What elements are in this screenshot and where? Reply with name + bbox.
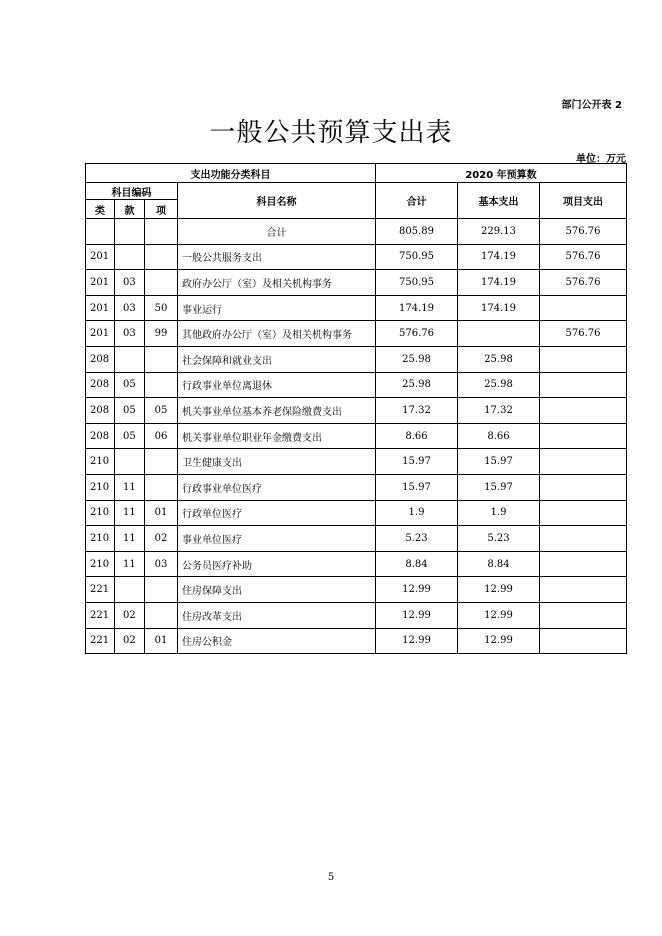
header-basic-expenditure: 基本支出 (458, 183, 540, 219)
cell-total: 15.97 (376, 449, 458, 475)
cell-total: 8.66 (376, 423, 458, 449)
cell-basic: 12.99 (458, 602, 540, 628)
cell-xiang: 01 (145, 628, 178, 654)
cell-kuan: 05 (115, 398, 145, 424)
cell-kuan: 03 (115, 270, 145, 296)
cell-project (540, 372, 627, 398)
cell-kuan: 05 (115, 372, 145, 398)
table-row (86, 295, 627, 321)
table-row (86, 500, 627, 526)
cell-kuan (115, 577, 145, 603)
cell-kuan: 11 (115, 551, 145, 577)
cell-basic: 8.84 (458, 551, 540, 577)
cell-total: 8.84 (376, 551, 458, 577)
cell-xiang: 50 (145, 295, 178, 321)
cell-subject-name: 社会保障和就业支出 (178, 346, 376, 372)
cell-basic: 15.97 (458, 474, 540, 500)
cell-total: 5.23 (376, 526, 458, 552)
cell-xiang (145, 372, 178, 398)
cell-kuan: 03 (115, 295, 145, 321)
table-row (86, 628, 627, 654)
cell-lei: 201 (86, 244, 115, 270)
cell-lei: 221 (86, 602, 115, 628)
cell-total: 1.9 (376, 500, 458, 526)
table-row (86, 577, 627, 603)
cell-xiang: 05 (145, 398, 178, 424)
cell-subject-name: 公务员医疗补助 (178, 551, 376, 577)
cell-lei: 210 (86, 526, 115, 552)
cell-total: 750.95 (376, 244, 458, 270)
cell-subject-name: 机关事业单位基本养老保险缴费支出 (178, 398, 376, 424)
cell-basic: 15.97 (458, 449, 540, 475)
cell-total: 12.99 (376, 577, 458, 603)
cell-lei: 210 (86, 500, 115, 526)
cell-kuan: 11 (115, 500, 145, 526)
cell-kuan (115, 449, 145, 475)
cell-xiang: 03 (145, 551, 178, 577)
cell-lei: 208 (86, 372, 115, 398)
cell-xiang (145, 270, 178, 296)
table-row (86, 602, 627, 628)
cell-lei: 201 (86, 295, 115, 321)
header-subject-code: 科目编码 (86, 183, 178, 200)
table-row (86, 449, 627, 475)
table-row (86, 321, 627, 347)
cell-subject-name: 住房改革支出 (178, 602, 376, 628)
cell-total: 174.19 (376, 295, 458, 321)
cell-xiang (145, 219, 178, 245)
table-row (86, 270, 627, 296)
cell-kuan: 03 (115, 321, 145, 347)
table-row (86, 423, 627, 449)
cell-project (540, 526, 627, 552)
header-subject-name: 科目名称 (178, 183, 376, 219)
cell-kuan: 02 (115, 602, 145, 628)
cell-basic (458, 321, 540, 347)
cell-basic: 17.32 (458, 398, 540, 424)
table-row (86, 346, 627, 372)
cell-project (540, 628, 627, 654)
cell-basic: 25.98 (458, 372, 540, 398)
cell-project: 576.76 (540, 219, 627, 245)
cell-xiang: 01 (145, 500, 178, 526)
cell-total: 576.76 (376, 321, 458, 347)
cell-project (540, 449, 627, 475)
header-xiang: 项 (145, 200, 178, 219)
cell-project: 576.76 (540, 321, 627, 347)
cell-lei (86, 219, 115, 245)
cell-total: 25.98 (376, 372, 458, 398)
cell-basic: 25.98 (458, 346, 540, 372)
table-number-label: 部门公开表 2 (561, 100, 622, 111)
cell-basic: 12.99 (458, 628, 540, 654)
table-row (86, 526, 627, 552)
cell-subject-name: 住房公积金 (178, 628, 376, 654)
cell-project (540, 295, 627, 321)
cell-total: 12.99 (376, 602, 458, 628)
cell-project (540, 423, 627, 449)
header-total: 合计 (376, 183, 458, 219)
cell-project: 576.76 (540, 270, 627, 296)
cell-lei: 221 (86, 628, 115, 654)
cell-kuan: 11 (115, 526, 145, 552)
budget-table (85, 163, 627, 654)
cell-project (540, 346, 627, 372)
cell-subject-name: 事业运行 (178, 295, 376, 321)
cell-subject-name: 行政事业单位医疗 (178, 474, 376, 500)
cell-subject-name: 行政事业单位离退休 (178, 372, 376, 398)
header-budget-year: 2020 年预算数 (376, 164, 627, 183)
cell-xiang: 02 (145, 526, 178, 552)
cell-lei: 208 (86, 423, 115, 449)
cell-kuan (115, 219, 145, 245)
header-project-expenditure: 项目支出 (540, 183, 627, 219)
cell-subject-name: 其他政府办公厅（室）及相关机构事务 (178, 321, 376, 347)
cell-kuan: 05 (115, 423, 145, 449)
cell-basic: 174.19 (458, 270, 540, 296)
table-row (86, 219, 627, 245)
cell-project: 576.76 (540, 244, 627, 270)
cell-basic: 5.23 (458, 526, 540, 552)
table-row (86, 398, 627, 424)
unit-label: 单位：万元 (576, 154, 626, 165)
cell-subject-name: 卫生健康支出 (178, 449, 376, 475)
cell-kuan (115, 244, 145, 270)
cell-total: 12.99 (376, 628, 458, 654)
cell-subject-name: 合计 (178, 219, 376, 245)
page-number: 5 (327, 872, 335, 883)
cell-xiang (145, 577, 178, 603)
cell-basic: 1.9 (458, 500, 540, 526)
cell-lei: 201 (86, 270, 115, 296)
cell-total: 25.98 (376, 346, 458, 372)
cell-lei: 221 (86, 577, 115, 603)
cell-lei: 208 (86, 398, 115, 424)
header-kuan: 款 (115, 200, 145, 219)
cell-xiang (145, 449, 178, 475)
cell-lei: 210 (86, 474, 115, 500)
cell-project (540, 500, 627, 526)
cell-basic: 8.66 (458, 423, 540, 449)
cell-basic: 174.19 (458, 295, 540, 321)
cell-project (540, 398, 627, 424)
cell-kuan: 11 (115, 474, 145, 500)
cell-subject-name: 行政单位医疗 (178, 500, 376, 526)
cell-project (540, 551, 627, 577)
cell-xiang: 06 (145, 423, 178, 449)
cell-subject-name: 政府办公厅（室）及相关机构事务 (178, 270, 376, 296)
cell-lei: 208 (86, 346, 115, 372)
cell-kuan (115, 346, 145, 372)
cell-basic: 229.13 (458, 219, 540, 245)
table-row (86, 372, 627, 398)
cell-total: 15.97 (376, 474, 458, 500)
cell-subject-name: 机关事业单位职业年金缴费支出 (178, 423, 376, 449)
cell-kuan: 02 (115, 628, 145, 654)
cell-total: 17.32 (376, 398, 458, 424)
cell-project (540, 577, 627, 603)
cell-xiang: 99 (145, 321, 178, 347)
cell-lei: 210 (86, 551, 115, 577)
cell-total: 750.95 (376, 270, 458, 296)
table-row (86, 244, 627, 270)
cell-xiang (145, 346, 178, 372)
table-row (86, 551, 627, 577)
cell-xiang (145, 244, 178, 270)
cell-lei: 201 (86, 321, 115, 347)
cell-xiang (145, 474, 178, 500)
cell-project (540, 474, 627, 500)
header-lei: 类 (86, 200, 115, 219)
cell-basic: 12.99 (458, 577, 540, 603)
cell-lei: 210 (86, 449, 115, 475)
cell-total: 805.89 (376, 219, 458, 245)
table-row (86, 474, 627, 500)
cell-subject-name: 住房保障支出 (178, 577, 376, 603)
cell-subject-name: 事业单位医疗 (178, 526, 376, 552)
cell-project (540, 602, 627, 628)
cell-xiang (145, 602, 178, 628)
cell-subject-name: 一般公共服务支出 (178, 244, 376, 270)
page-title: 一般公共预算支出表 (209, 118, 453, 148)
header-function-classification: 支出功能分类科目 (86, 164, 376, 183)
cell-basic: 174.19 (458, 244, 540, 270)
